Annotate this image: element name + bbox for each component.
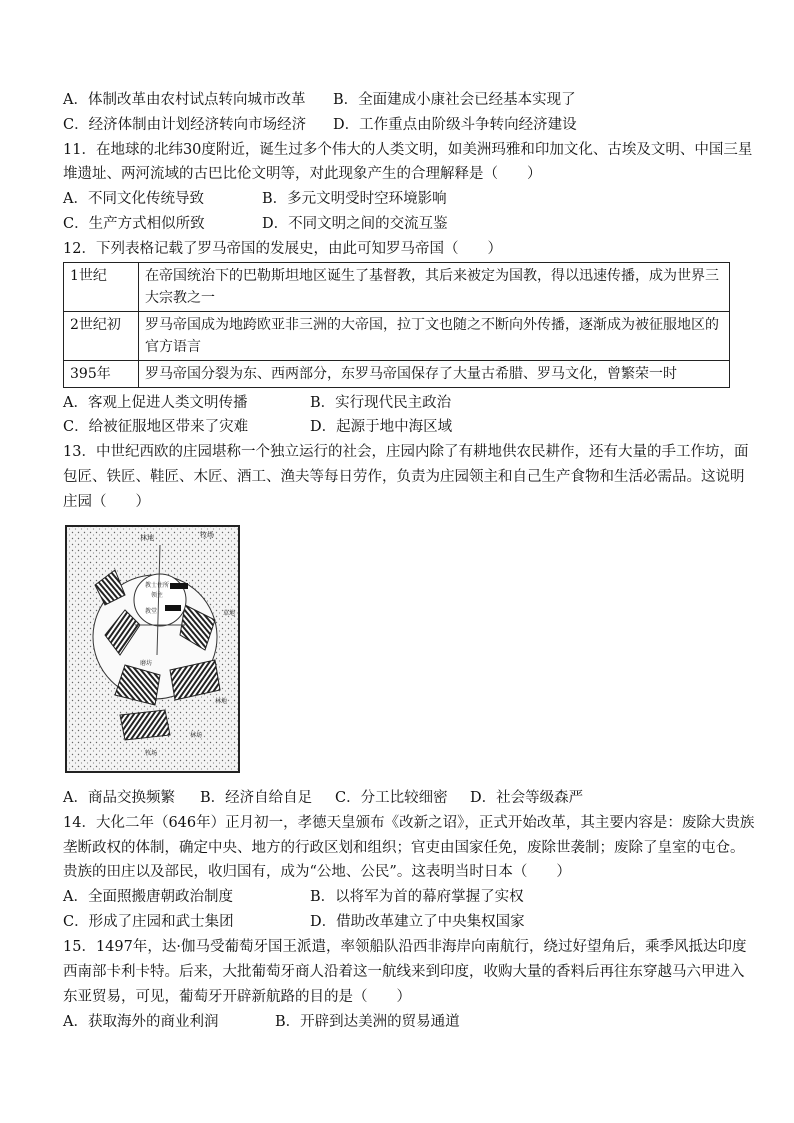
q10-option-c: C．经济体制由计划经济转向市场经济 [63, 117, 307, 133]
q13-option-a: A．商品交换频繁 [63, 790, 175, 806]
q15-stem-line2: 西南部卡利卡特。后来，大批葡萄牙商人沿着这一航线来到印度，收购大量的香料后再往东穿越马六甲进入 [63, 964, 745, 980]
map-label: 磨坊 [140, 660, 153, 667]
q15-option-b: B．开辟到达美洲的贸易通道 [275, 1014, 460, 1030]
map-label: 林场 [190, 732, 203, 739]
q13-option-d: D．社会等级森严 [470, 790, 584, 806]
q11-stem-line1: 11．在地球的北纬30度附近，诞生过多个伟大的人类文明，如美洲玛雅和印加文化、古埃及文明、中国三星 [63, 142, 753, 158]
rome-history-table [63, 262, 730, 388]
building [170, 583, 188, 589]
map-label: 林地 [215, 698, 228, 705]
q14-stem-line3: 贵族的田庄以及部民，收归国有，成为“公地、公民”。这表明当时日本（ ） [63, 864, 571, 880]
q11-option-b: B．多元文明受时空环境影响 [262, 191, 447, 207]
q11-option-d: D．不同文明之间的交流互鉴 [262, 216, 448, 232]
q14-option-a: A．全面照搬唐朝政治制度 [63, 889, 233, 905]
map-label: 牧场 [200, 531, 214, 539]
q14-option-d: D．借助改革建立了中央集权国家 [310, 914, 525, 930]
q15-option-a: A．获取海外的商业利润 [63, 1014, 219, 1030]
table-cell-event [139, 361, 730, 388]
q13-option-c: C．分工比较细密 [335, 790, 448, 806]
q14-option-c: C．形成了庄园和武士集团 [63, 914, 234, 930]
q12-stem: 12．下列表格记载了罗马帝国的发展史，由此可知罗马帝国（ ） [63, 241, 502, 257]
table-cell-period: 2世纪初 [64, 312, 139, 361]
q12-option-d: D．起源于地中海区域 [310, 419, 453, 435]
q14-option-b: B．以将军为首的幕府掌握了实权 [310, 889, 524, 905]
table-cell-period: 395年 [64, 361, 139, 388]
q11-stem-line2: 堆遗址、两河流域的古巴比伦文明等，对此现象产生的合理解释是（ ） [63, 166, 542, 182]
q12-option-b: B．实行现代民主政治 [310, 395, 452, 411]
table-cell-event [139, 263, 730, 312]
event-line: 罗马帝国成为地跨欧亚非三洲的大帝国，拉丁文也随之不断向外传播，逐渐成为被征服地区的 [145, 317, 719, 333]
map-label: 教士住所 [145, 582, 170, 589]
building [165, 605, 181, 611]
table-row [64, 312, 730, 361]
table-cell-event [139, 312, 730, 361]
q15-stem-line1: 15．1497年，达·伽马受葡萄牙国王派遣，率领船队沿西非海岸向南航行，绕过好望角后，乘季风抵达印度 [63, 939, 747, 955]
table-cell-period: 1世纪 [64, 263, 139, 312]
q12-option-c: C．给被征服地区带来了灾难 [63, 419, 249, 435]
map-label: 牧场 [145, 750, 158, 757]
q11-option-a: A．不同文化传统导致 [63, 191, 204, 207]
q11-option-c: C．生产方式相似所致 [63, 216, 205, 232]
q14-stem-line2: 垄断政权的体制，确定中央、地方的行政区划和组织；官吏由国家任免，废除世袭制；废除了皇室的屯仓。 [63, 840, 745, 856]
q10-option-b: B．全面建成小康社会已经基本实现了 [333, 92, 576, 108]
map-label: 林地 [140, 534, 154, 542]
manor-map-figure [65, 525, 240, 773]
table-row [64, 361, 730, 388]
q13-stem-line1: 13．中世纪西欧的庄园堪称一个独立运行的社会，庄园内除了有耕地供农民耕作，还有大量的手工作坊，面 [63, 444, 749, 460]
q14-stem-line1: 14．大化二年（646年）正月初一，孝德天皇颁布《改新之诏》，正式开始改革，其主要内容是：废除大贵族 [63, 815, 755, 831]
event-line: 大宗教之一 [145, 290, 215, 306]
q10-option-a: A．体制改革由农村试点转向城市改革 [63, 92, 306, 108]
field-strip [120, 710, 170, 740]
map-label: 教堂 [145, 608, 158, 615]
map-label: 草地 [223, 610, 236, 617]
event-line: 官方语言 [145, 339, 201, 355]
map-label: 领主 [151, 592, 164, 599]
q15-stem-line3: 东亚贸易，可见，葡萄牙开辟新航路的目的是（ ） [63, 989, 411, 1005]
q13-stem-line3: 庄园（ ） [63, 494, 150, 510]
event-line: 罗马帝国分裂为东、西两部分，东罗马帝国保存了大量古希腊、罗马文化，曾繁荣一时 [145, 366, 677, 382]
q13-option-b: B．经济自给自足 [200, 790, 313, 806]
q12-option-a: A．客观上促进人类文明传播 [63, 395, 248, 411]
q13-stem-line2: 包匠、铁匠、鞋匠、木匠、酒工、渔夫等每日劳作，负责为庄园领主和自己生产食物和生活必需品。这说明 [63, 469, 745, 485]
event-line: 在帝国统治下的巴勒斯坦地区诞生了基督教，其后来被定为国教，得以迅速传播，成为世界三 [145, 268, 719, 284]
table-row [64, 263, 730, 312]
q10-option-d: D．工作重点由阶级斗争转向经济建设 [333, 117, 577, 133]
